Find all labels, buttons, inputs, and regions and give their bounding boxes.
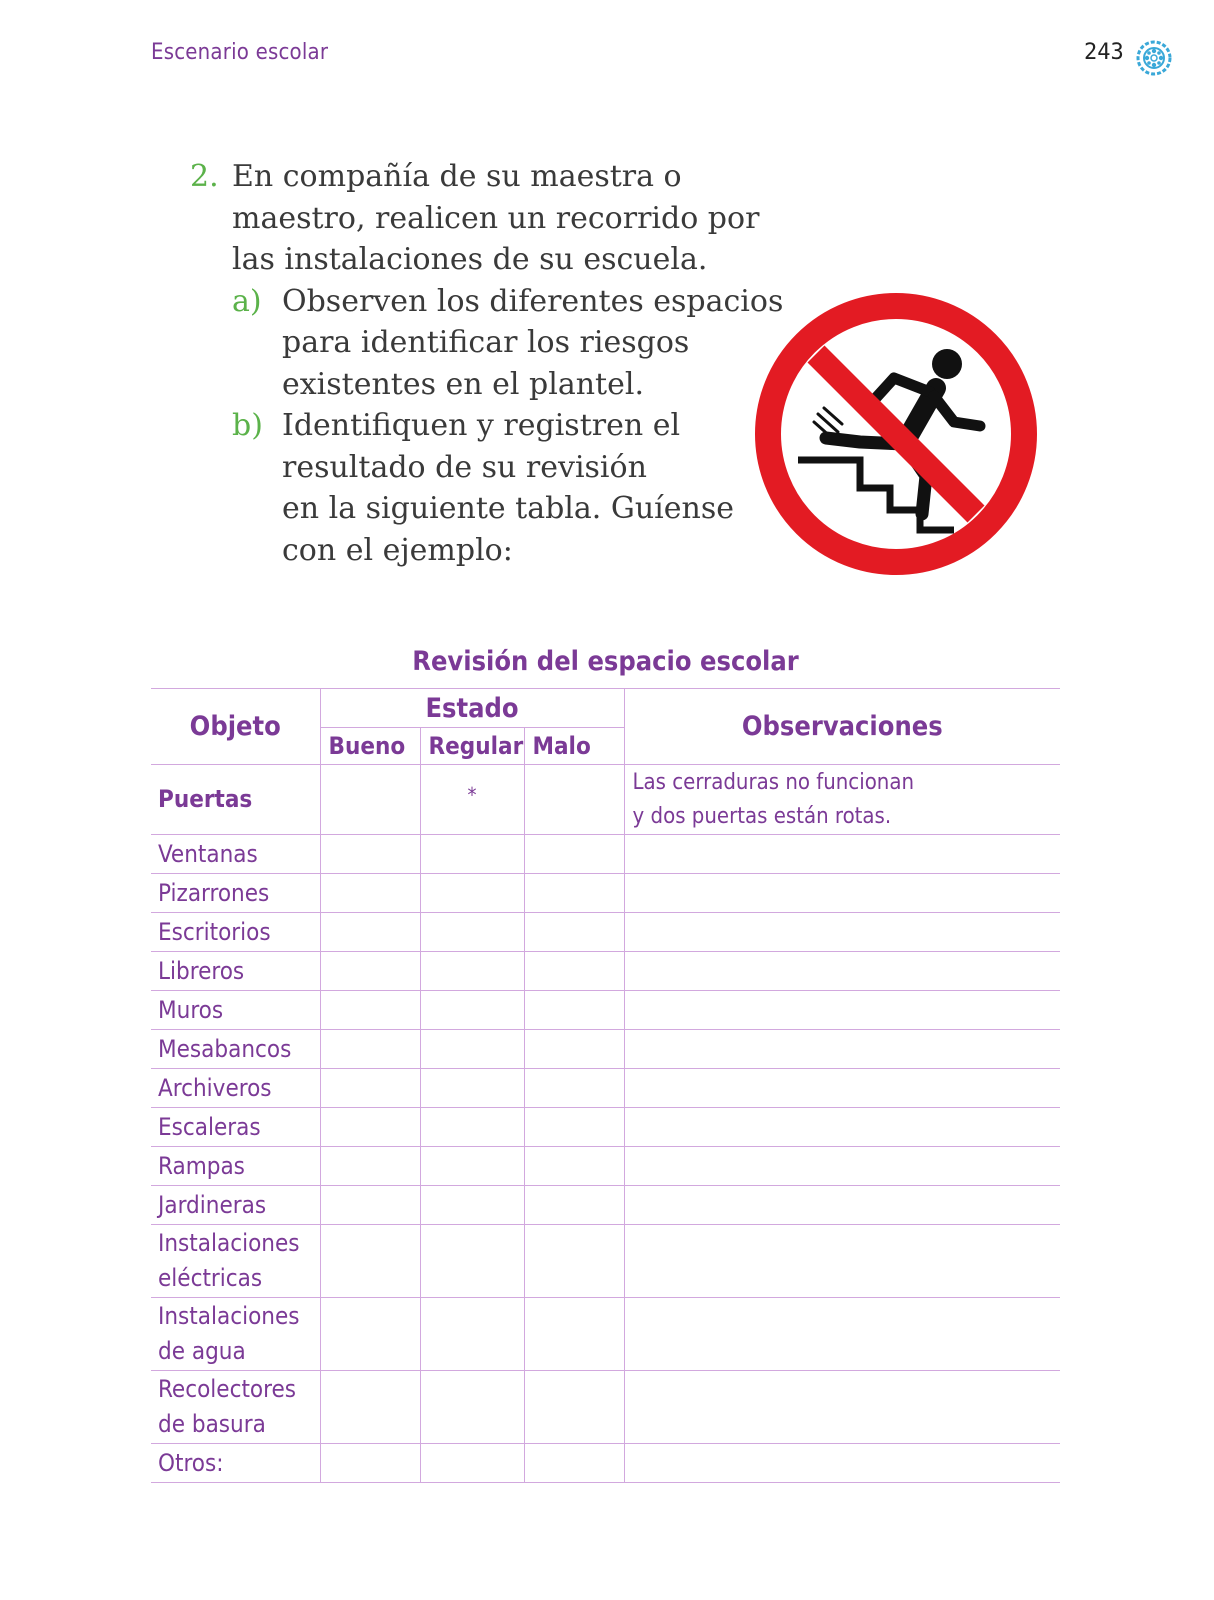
table-row <box>151 1147 1060 1186</box>
cell-malo[interactable] <box>524 765 624 835</box>
text-line: para identificar los riesgos <box>282 325 690 360</box>
cell-bueno[interactable] <box>320 913 420 952</box>
cell-regular[interactable] <box>420 1069 524 1108</box>
table-row <box>151 1030 1060 1069</box>
cell-objeto <box>151 835 320 874</box>
table-row <box>151 1108 1060 1147</box>
objeto-label: Ventanas <box>158 839 258 868</box>
cell-regular[interactable] <box>420 835 524 874</box>
cell-malo[interactable] <box>524 1371 624 1444</box>
table-row <box>151 913 1060 952</box>
sub-item-b <box>232 405 783 571</box>
cell-regular[interactable] <box>420 1371 524 1444</box>
table-row <box>151 874 1060 913</box>
sub-item-letter: a) <box>232 283 262 319</box>
table-row <box>151 1444 1060 1483</box>
no-running-on-stairs-icon <box>754 292 1038 576</box>
objeto-label: Archiveros <box>158 1073 272 1102</box>
table-header-row <box>151 689 1060 728</box>
table-row <box>151 952 1060 991</box>
objeto-label: Libreros <box>158 956 245 985</box>
text-line: las instalaciones de su escuela. <box>232 242 708 277</box>
cell-objeto <box>151 913 320 952</box>
cell-objeto <box>151 1108 320 1147</box>
cell-bueno[interactable] <box>320 991 420 1030</box>
cell-bueno[interactable] <box>320 765 420 835</box>
cell-regular[interactable] <box>420 1030 524 1069</box>
objeto-label: de agua <box>158 1337 246 1365</box>
cell-malo[interactable] <box>524 952 624 991</box>
cell-observaciones[interactable] <box>624 1444 1060 1483</box>
text-line: maestro, realicen un recorrido por <box>232 200 760 236</box>
cell-objeto <box>151 874 320 913</box>
objeto-label: Escaleras <box>158 1112 261 1141</box>
cell-bueno[interactable] <box>320 1371 420 1444</box>
cell-observaciones[interactable] <box>624 1147 1060 1186</box>
table-row <box>151 1298 1060 1371</box>
cell-observaciones[interactable] <box>624 1186 1060 1225</box>
objeto-label: Rampas <box>158 1151 245 1180</box>
text-line: Identifiquen y registren el <box>282 408 681 443</box>
cell-objeto <box>151 1371 320 1444</box>
objeto-label: Mesabancos <box>158 1034 292 1063</box>
cell-observaciones[interactable] <box>624 1108 1060 1147</box>
table-row-example <box>151 765 1060 835</box>
obs-line: Las cerraduras no funcionan <box>632 769 915 795</box>
cell-regular[interactable] <box>420 1186 524 1225</box>
cell-malo[interactable] <box>524 1444 624 1483</box>
objeto-label: Muros <box>158 995 224 1024</box>
objeto-label: de basura <box>158 1410 266 1438</box>
objeto-label: Instalaciones <box>158 1229 300 1257</box>
text-line: con el ejemplo: <box>282 532 513 568</box>
cell-bueno[interactable] <box>320 1069 420 1108</box>
cell-bueno[interactable] <box>320 874 420 913</box>
cell-observaciones[interactable] <box>624 913 1060 952</box>
header-regular: Regular <box>420 728 524 765</box>
cell-observaciones[interactable] <box>624 874 1060 913</box>
cell-objeto <box>151 1030 320 1069</box>
cell-objeto: Puertas <box>151 765 320 835</box>
cell-observaciones[interactable] <box>624 835 1060 874</box>
cell-bueno[interactable] <box>320 1147 420 1186</box>
header-observaciones: Observaciones <box>624 689 1060 765</box>
cell-regular[interactable] <box>420 1225 524 1298</box>
text-line: En compañía de su maestra o <box>232 159 682 194</box>
objeto-label: Jardineras <box>158 1190 267 1219</box>
cell-bueno[interactable] <box>320 1298 420 1371</box>
cell-objeto <box>151 1069 320 1108</box>
cell-regular[interactable] <box>420 952 524 991</box>
cell-objeto <box>151 991 320 1030</box>
objeto-label: Recolectores <box>158 1375 296 1403</box>
cell-bueno[interactable] <box>320 1444 420 1483</box>
page-number: 243 <box>1084 40 1124 65</box>
table-row <box>151 1186 1060 1225</box>
cell-malo[interactable] <box>524 1147 624 1186</box>
cell-bueno[interactable] <box>320 1030 420 1069</box>
cell-bueno[interactable] <box>320 952 420 991</box>
item-text <box>232 156 759 281</box>
text-line: Observen los diferentes espacios <box>282 283 784 319</box>
cell-malo[interactable] <box>524 874 624 913</box>
cell-objeto <box>151 1186 320 1225</box>
cell-regular[interactable] <box>420 874 524 913</box>
table-title: Revisión del espacio escolar <box>412 646 799 677</box>
cell-bueno[interactable] <box>320 835 420 874</box>
objeto-label: Escritorios <box>158 917 271 946</box>
sub-item-text <box>282 281 783 406</box>
cell-observaciones[interactable] <box>624 952 1060 991</box>
item-number: 2. <box>190 159 219 194</box>
table-row <box>151 1371 1060 1444</box>
activity-instructions <box>190 156 783 571</box>
header-malo: Malo <box>524 728 624 765</box>
sub-item-a <box>232 281 783 406</box>
cell-regular[interactable] <box>420 991 524 1030</box>
text-line: en la siguiente tabla. Guíense <box>282 491 734 526</box>
cell-objeto <box>151 1225 320 1298</box>
flower-emblem-icon <box>1136 40 1172 76</box>
cell-malo[interactable] <box>524 1108 624 1147</box>
cell-bueno[interactable] <box>320 1186 420 1225</box>
cell-regular[interactable]: * <box>420 765 524 835</box>
obs-line: y dos puertas están rotas. <box>632 803 892 829</box>
table-row <box>151 1225 1060 1298</box>
table-body <box>151 835 1060 1483</box>
cell-malo[interactable] <box>524 1298 624 1371</box>
header-estado: Estado <box>320 689 624 728</box>
table-row <box>151 835 1060 874</box>
cell-bueno[interactable] <box>320 1225 420 1298</box>
instruction-item-2 <box>190 156 783 281</box>
cell-regular[interactable] <box>420 1108 524 1147</box>
cell-observaciones[interactable] <box>624 1030 1060 1069</box>
cell-malo[interactable] <box>524 1069 624 1108</box>
cell-malo[interactable] <box>524 835 624 874</box>
cell-observaciones[interactable] <box>624 1225 1060 1298</box>
cell-regular[interactable] <box>420 913 524 952</box>
cell-observaciones[interactable] <box>624 1069 1060 1108</box>
cell-observaciones[interactable] <box>624 991 1060 1030</box>
cell-observaciones[interactable] <box>624 765 1060 835</box>
cell-objeto <box>151 1298 320 1371</box>
cell-regular[interactable] <box>420 1298 524 1371</box>
cell-objeto <box>151 1147 320 1186</box>
cell-malo[interactable] <box>524 1030 624 1069</box>
objeto-label: Pizarrones <box>158 878 270 907</box>
objeto-label: Otros: <box>158 1448 224 1477</box>
table-row <box>151 991 1060 1030</box>
sub-item-letter: b) <box>232 408 263 443</box>
header-objeto: Objeto <box>151 689 320 765</box>
objeto-label: Instalaciones <box>158 1302 300 1330</box>
cell-regular[interactable] <box>420 1444 524 1483</box>
sub-item-text <box>282 405 734 571</box>
cell-malo[interactable] <box>524 1186 624 1225</box>
cell-objeto <box>151 1444 320 1483</box>
header-bueno: Bueno <box>320 728 420 765</box>
cell-observaciones[interactable] <box>624 1298 1060 1371</box>
cell-malo[interactable] <box>524 991 624 1030</box>
objeto-label: eléctricas <box>158 1264 263 1292</box>
cell-objeto <box>151 952 320 991</box>
cell-observaciones[interactable] <box>624 1371 1060 1444</box>
running-head: Escenario escolar <box>151 40 329 65</box>
table-row <box>151 1069 1060 1108</box>
cell-malo[interactable] <box>524 913 624 952</box>
cell-regular[interactable] <box>420 1147 524 1186</box>
review-table <box>151 688 1060 1483</box>
text-line: existentes en el plantel. <box>282 366 644 402</box>
cell-malo[interactable] <box>524 1225 624 1298</box>
cell-bueno[interactable] <box>320 1108 420 1147</box>
text-line: resultado de su revisión <box>282 449 647 485</box>
